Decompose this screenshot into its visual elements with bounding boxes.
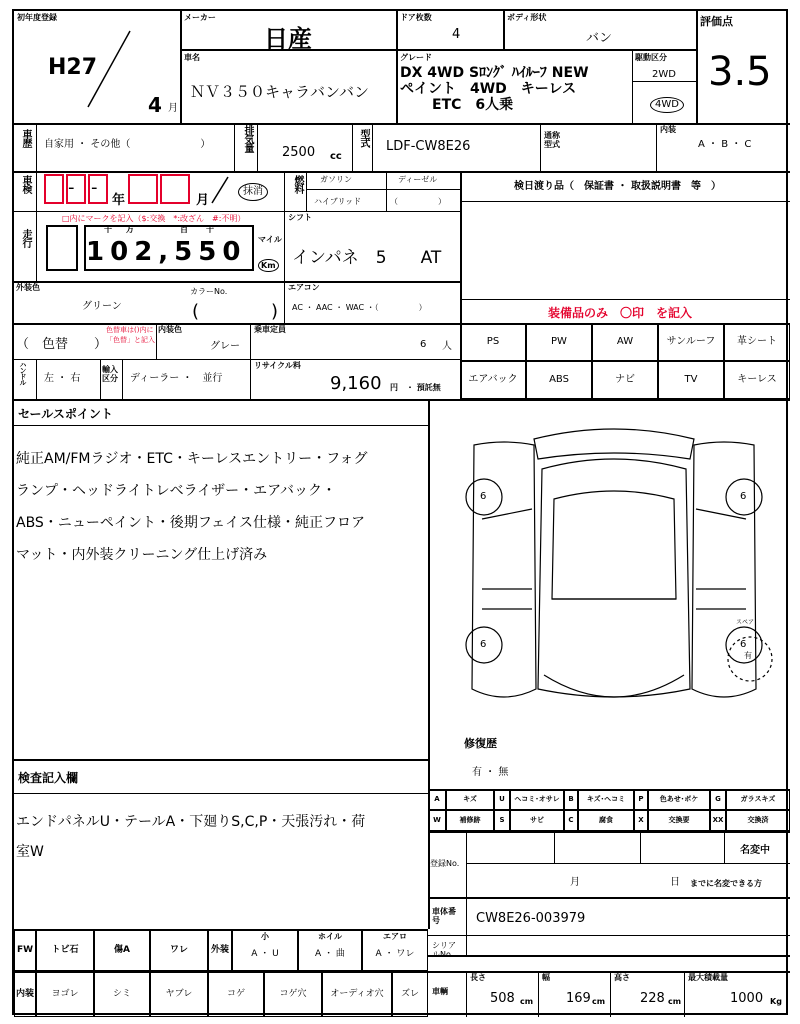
fuel-diesel: ディーゼル (398, 175, 438, 184)
equipment-item (724, 323, 790, 361)
shaken-box (160, 174, 190, 204)
fw-text: FW (16, 945, 34, 955)
equipment-label: ナビ (615, 374, 635, 385)
grade-line: DX 4WD Sﾛﾝｸﾞ ﾊｲﾙｰﾌ NEW (400, 65, 589, 81)
grade-label: グレード (400, 53, 432, 62)
km-label: Km (258, 259, 279, 272)
divider (428, 399, 430, 929)
fw-cell (150, 929, 208, 971)
divider (396, 11, 398, 49)
fw-cell (208, 929, 232, 971)
int-cell (392, 971, 428, 1017)
body-value: バン (586, 31, 613, 46)
recycle-unit: 円 (390, 383, 398, 392)
capacity-label: 乗車定員 (254, 325, 286, 334)
divider (352, 123, 353, 171)
legend-text: 腐食 (599, 816, 613, 824)
exterior-label: 外装色 (16, 283, 40, 292)
divider (724, 831, 725, 863)
divider (632, 81, 696, 82)
score-label: 評価点 (700, 15, 733, 28)
inspection-line: 室W (16, 844, 44, 860)
sales-title: セールスポイント (18, 407, 113, 421)
repair-value: 有 ・ 無 (472, 767, 509, 778)
equipment-label: キーレス (737, 374, 777, 385)
divider (306, 189, 460, 190)
ext-cell (298, 929, 362, 971)
equipment-label: AW (616, 336, 634, 347)
divider (428, 831, 790, 833)
divider (386, 171, 387, 211)
shaken-dash: - (91, 177, 98, 198)
mileage-digit: 5 (174, 237, 199, 267)
divider (14, 425, 428, 426)
divider (632, 49, 633, 123)
dims-label: 車輌 (432, 987, 448, 996)
divider (656, 123, 657, 171)
registration-label: 登録No. (430, 859, 460, 868)
chassis-label: 車体番号 (432, 907, 456, 925)
displacement-label: 排気量 (242, 125, 253, 152)
int-label: 内装 (15, 989, 34, 999)
divider (460, 299, 790, 300)
color-no-label: カラーNo. (190, 287, 228, 296)
int-text: コゲ (226, 989, 245, 999)
grade-line: ペイント 4WD キーレス (400, 81, 577, 97)
mileage-value (86, 237, 246, 267)
sales-line: マット・内外装クリーニング仕上げ済み (16, 547, 268, 563)
legend-cell (634, 789, 648, 810)
shaken-year-unit: 年 (112, 193, 126, 208)
unit-label: 百 (180, 225, 188, 234)
ext-value: A ・ 曲 (315, 949, 345, 959)
divider (554, 831, 555, 863)
drive-label: 駆動区分 (635, 53, 667, 62)
import-label: 輸入区分 (102, 365, 118, 383)
divider (428, 935, 790, 936)
legend-cell (578, 789, 634, 810)
car-diagram (444, 419, 784, 729)
legend-text: W (433, 816, 441, 824)
color-change-note: 色替車は()内に「色替」と記入 (106, 326, 155, 344)
legend-text: ヘコミ･オサレ (514, 795, 560, 803)
equipment-label: サンルーフ (666, 336, 716, 347)
divider (396, 49, 398, 123)
divider (14, 399, 790, 401)
legend-text: P (638, 795, 644, 803)
drive-2wd: 2WD (652, 69, 676, 80)
ext-value: A ・ ワレ (375, 949, 415, 959)
inspection-notes (16, 807, 365, 867)
width-label: 幅 (542, 973, 550, 982)
divider (180, 11, 182, 123)
divider (540, 123, 541, 171)
chassis-value: CW8E26-003979 (476, 911, 586, 926)
maker-label: メーカー (184, 13, 216, 22)
legend-text: XX (712, 816, 724, 824)
slash-mark (208, 175, 232, 205)
first-reg-year: H27 (48, 55, 98, 80)
mileage-note: □内にマークを記入（$:交換 *:改ざん #:不明） (62, 214, 246, 223)
divider (684, 971, 685, 1017)
shaken-box (44, 174, 64, 204)
legend-text: キズ･ヘコミ (586, 795, 626, 803)
legend-cell (648, 810, 710, 831)
divider (14, 281, 460, 283)
divider (460, 201, 790, 202)
recycle-value: 9,160 (330, 373, 382, 394)
history-label: 車歴 (20, 129, 31, 147)
legend-cell (446, 789, 494, 810)
int-text: ヨゴレ (51, 989, 79, 999)
int-cell (208, 971, 264, 1017)
equipment-item (592, 361, 658, 399)
divider (36, 171, 37, 281)
length-value: 508 (490, 991, 515, 1006)
legend-cell (648, 789, 710, 810)
divider (466, 971, 467, 1017)
history-value: 自家用 ・ その他（ ） (44, 139, 211, 150)
equipment-item (592, 323, 658, 361)
spare-value: 有 (744, 651, 752, 660)
sales-line: 純正AM/FMラジオ・ETC・キーレスエントリー・フォグ (16, 451, 368, 467)
fuel-hybrid-paren: （ ） (390, 197, 446, 206)
serial-label: シリアルNo. (432, 941, 456, 959)
shaken-label: 車検 (20, 175, 31, 193)
load-unit: Kg (770, 997, 782, 1006)
divider (284, 281, 285, 323)
cert-label: 通称型式 (544, 131, 560, 149)
aircon-label: エアコン (288, 283, 320, 292)
mileage-digit-box (46, 225, 78, 271)
equipment-label: PS (486, 336, 500, 347)
mileage-comma: , (158, 237, 175, 267)
capacity-value: 6 (420, 339, 427, 350)
mileage-digit: 5 (198, 237, 223, 267)
name-change-label: 名変中 (740, 845, 770, 856)
fw-cell (94, 929, 150, 971)
model-label: 型式 (358, 129, 369, 147)
legend-text: X (638, 816, 644, 824)
fw-cell (14, 929, 36, 971)
equipment-label: ABS (549, 374, 569, 385)
auction-sheet (12, 9, 788, 1015)
maker-value: 日産 (264, 25, 312, 53)
equipment-item (658, 361, 724, 399)
equipment-label: 革シート (737, 336, 777, 347)
month-unit: 月 (168, 103, 178, 114)
recycle-label: リサイクル料 (254, 361, 301, 370)
inspection-title: 検査記入欄 (18, 771, 79, 785)
displacement-value: 2500 (282, 145, 316, 160)
tire-value: 6 (740, 639, 747, 650)
legend-text: 補修跡 (459, 816, 481, 824)
length-label: 長さ (470, 973, 486, 982)
fuel-hybrid: ハイブリッド (314, 197, 362, 206)
equipment-item (460, 361, 526, 399)
int-text: ヤブレ (165, 989, 193, 999)
tire-value: 6 (480, 491, 487, 502)
fw-text: 傷A (114, 945, 130, 955)
legend-cell (634, 810, 648, 831)
inspection-line: エンドパネルU・テールA・下廻りS,C,P・天張汚れ・荷 (16, 814, 366, 830)
car-name-value: ＮＶ３５０キャラバンバン (190, 83, 369, 101)
divider (14, 359, 460, 360)
fw-text: トビ石 (51, 945, 79, 955)
equipment-item (724, 361, 790, 399)
shift-label: シフト (288, 213, 312, 222)
legend-text: 交換済 (747, 816, 769, 824)
reg-day-unit: 日 (670, 877, 680, 888)
ext-cell (232, 929, 298, 971)
divider (257, 123, 258, 171)
interior-color-value: グレー (210, 341, 240, 352)
interior-label: 内装 (660, 125, 676, 134)
divider (466, 897, 467, 955)
int-text: オーディオ穴 (330, 989, 384, 999)
handle-label: ハンドル (19, 361, 27, 385)
fw-text: ワレ (169, 945, 188, 955)
legend-cell (710, 789, 726, 810)
legend-cell (564, 789, 578, 810)
model-value: LDF-CW8E26 (386, 139, 471, 154)
legend-text: ガラスキズ (740, 795, 776, 803)
slash-mark (84, 29, 134, 109)
load-label: 最大積載量 (688, 973, 728, 982)
legend-text: 交換要 (668, 816, 690, 824)
interior-color-label: 内装色 (158, 325, 182, 334)
fw-text: 外装 (210, 945, 229, 955)
grade-value (400, 65, 589, 113)
legend-cell (428, 810, 446, 831)
divider (610, 971, 611, 1017)
exterior-value: グリーン (82, 301, 122, 312)
ext-cell (362, 929, 428, 971)
divider (284, 171, 285, 211)
doors-value: 4 (452, 27, 461, 42)
ext-value: A ・ U (251, 949, 279, 959)
reg-month-unit: 月 (570, 877, 580, 888)
divider (14, 793, 428, 794)
equipment-item (526, 361, 592, 399)
int-text: シミ (112, 989, 131, 999)
height-unit: cm (668, 997, 682, 1006)
divider (14, 759, 428, 761)
fuel-gasoline: ガソリン (320, 175, 352, 184)
aircon-value: AC ・ AAC ・ WAC ・（ ） (292, 303, 427, 312)
capacity-unit: 人 (442, 341, 452, 352)
legend-cell (446, 810, 494, 831)
divider (14, 211, 460, 212)
sales-line: ABS・ニューペイント・後期フェイス仕様・純正フロア (16, 515, 365, 531)
car-name-label: 車名 (184, 53, 200, 62)
divider (428, 897, 790, 899)
divider (428, 955, 790, 957)
fw-cell (36, 929, 94, 971)
tire-value: 6 (740, 491, 747, 502)
equipment-label: PW (551, 336, 567, 347)
divider (234, 123, 235, 171)
equipment-title: 装備品のみ 〇印 を記入 (548, 306, 693, 320)
divider (466, 831, 467, 897)
equipment-item (526, 323, 592, 361)
docs-label: 検日渡り品（ 保証書 ・ 取扱説明書 等 ） (514, 181, 721, 192)
doors-label: ドア枚数 (400, 13, 432, 22)
drive-4wd: 4WD (650, 97, 684, 113)
divider (36, 359, 37, 399)
first-reg-month: 4 (148, 93, 162, 117)
fuel-label: 燃料 (292, 175, 303, 193)
sales-points (16, 443, 367, 571)
mileage-digit: 2 (134, 237, 159, 267)
width-value: 169 (566, 991, 591, 1006)
legend-cell (510, 810, 564, 831)
equipment-label: TV (684, 374, 698, 385)
divider (36, 123, 37, 171)
score-value: 3.5 (708, 49, 772, 95)
legend-text: S (499, 816, 505, 824)
length-unit: cm (520, 997, 534, 1006)
mileage-label: 走行 (20, 229, 31, 247)
dealer-value: ディーラー ・ 並行 (130, 373, 223, 384)
mileage-digit: 1 (86, 237, 111, 267)
divider (466, 863, 790, 864)
legend-text: B (568, 795, 574, 803)
int-cell (14, 971, 36, 1017)
divider (156, 323, 157, 359)
legend-text: G (715, 795, 721, 803)
unit-label: 十 (206, 225, 214, 234)
shaken-status: 抹消 (238, 183, 268, 201)
legend-text: 色あせ･ボケ (659, 795, 699, 803)
unit-label: 千 (104, 225, 112, 234)
legend-cell (578, 810, 634, 831)
divider (696, 11, 698, 123)
divider (284, 211, 285, 281)
legend-text: C (568, 816, 574, 824)
spare-label: スペア (736, 619, 755, 626)
color-change-value: （ 色替 ） (16, 337, 108, 352)
color-no-paren: ( ) (192, 301, 279, 322)
ext-label: 小 (261, 932, 269, 941)
ext-label: エアロ (383, 932, 407, 941)
legend-cell (494, 810, 510, 831)
int-cell (94, 971, 150, 1017)
shift-value: インパネ 5 AT (292, 248, 442, 268)
ext-label: ホイル (318, 932, 342, 941)
divider (180, 49, 696, 51)
int-cell (36, 971, 94, 1017)
mileage-digit: 0 (110, 237, 135, 267)
divider (250, 323, 251, 399)
divider (122, 359, 123, 399)
body-label: ボディ形状 (507, 13, 547, 22)
sales-line: ランプ・ヘッドライトレベライザー・エアバック・ (16, 483, 337, 499)
legend-cell (494, 789, 510, 810)
legend-text: キズ (463, 795, 477, 803)
int-cell (150, 971, 208, 1017)
legend-cell (564, 810, 578, 831)
legend-cell (726, 789, 790, 810)
tire-value: 6 (480, 639, 487, 650)
int-cell (264, 971, 322, 1017)
legend-cell (510, 789, 564, 810)
mileage-digit: 0 (222, 237, 247, 267)
load-value: 1000 (730, 991, 764, 1006)
handle-value: 左 ・ 右 (44, 373, 81, 384)
mile-label: マイル (258, 235, 282, 244)
grade-line: ETC 6人乗 (432, 97, 514, 113)
unit-label: 万 (126, 225, 134, 234)
divider (306, 171, 307, 211)
int-cell (322, 971, 392, 1017)
reg-note: までに名変できる方 (690, 879, 762, 888)
shaken-month-unit: 月 (196, 193, 210, 208)
interior-grade: A ・ B ・ C (698, 139, 752, 150)
divider (100, 359, 101, 399)
legend-cell (726, 810, 790, 831)
divider (538, 971, 539, 1017)
int-text: ズレ (400, 989, 419, 999)
displacement-unit: cc (330, 151, 342, 162)
width-unit: cm (592, 997, 606, 1006)
equipment-item (460, 323, 526, 361)
recycle-deposit: ・ 預託無 (406, 383, 441, 392)
shaken-box (128, 174, 158, 204)
height-label: 高さ (614, 973, 630, 982)
equipment-label: エアバック (468, 374, 518, 385)
divider (14, 171, 790, 173)
legend-text: A (434, 795, 440, 803)
first-reg-label: 初年度登録 (17, 13, 57, 22)
divider (640, 831, 641, 863)
divider (372, 123, 373, 171)
legend-cell (428, 789, 446, 810)
legend-text: サビ (530, 816, 544, 824)
equipment-item (658, 323, 724, 361)
int-text: コゲ穴 (279, 989, 307, 999)
repair-title: 修復歴 (464, 737, 497, 750)
shaken-dash: - (68, 177, 75, 198)
legend-text: U (499, 795, 505, 803)
height-value: 228 (640, 991, 665, 1006)
legend-cell (710, 810, 726, 831)
divider (503, 11, 505, 49)
